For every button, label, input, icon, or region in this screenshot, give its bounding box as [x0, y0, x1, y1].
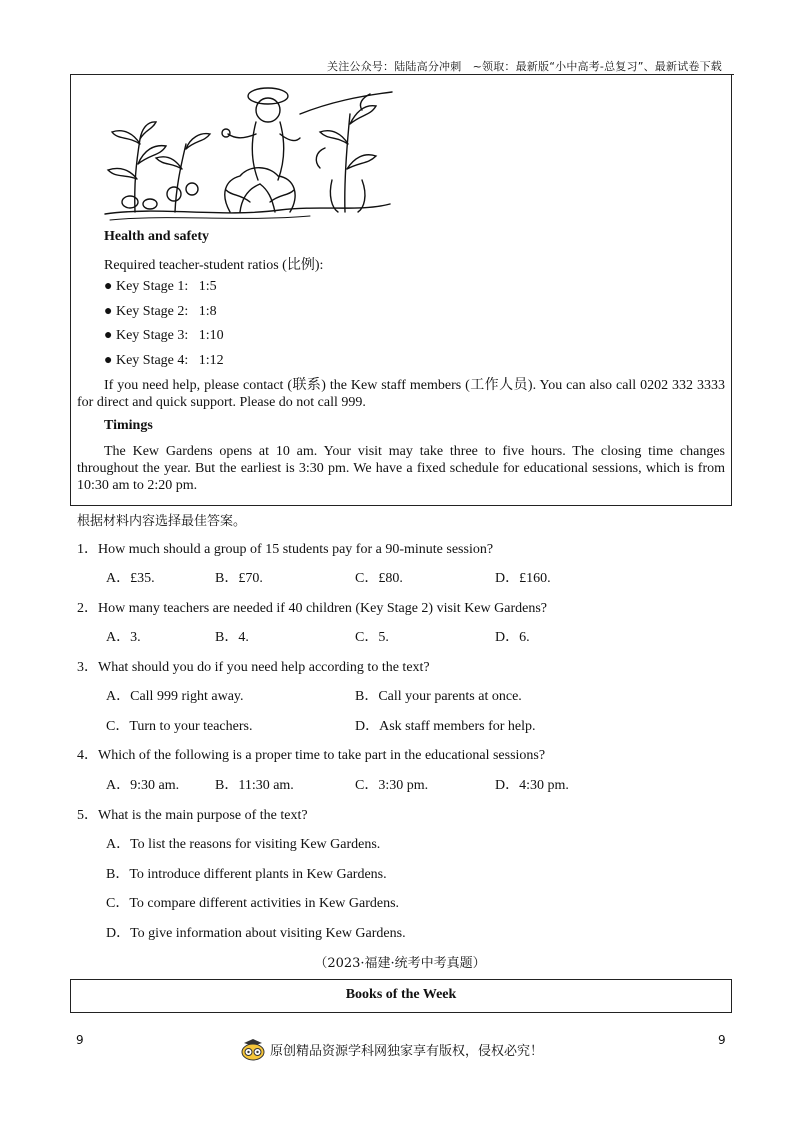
q1-option-b: B．£70. [215, 571, 263, 586]
question-4: 4．Which of the following is a proper time to take part in the educational sessions? [77, 748, 546, 763]
timings-heading: Timings [104, 418, 153, 433]
q2-option-d: D．6. [495, 630, 530, 645]
next-passage-title: Books of the Week [70, 979, 732, 1013]
health-safety-heading: Health and safety [104, 229, 209, 244]
question-1: 1．How much should a group of 15 students pay for a 90-minute session? [77, 542, 494, 557]
q5-option-a: A．To list the reasons for visiting Kew Gardens. [106, 837, 381, 852]
q5-option-d: D．To give information about visiting Kew Gardens. [106, 926, 406, 941]
page-number-left: 9 [76, 1033, 84, 1047]
q4-option-a: A．9:30 am. [106, 778, 180, 793]
page-number-right: 9 [718, 1033, 726, 1047]
ratio-item: ● Key Stage 3: 1:10 [104, 328, 224, 343]
copyright-text: 原创精品资源学科网独家享有版权，侵权必究！ [270, 1043, 544, 1059]
q3-option-d: D．Ask staff members for help. [355, 719, 536, 734]
q4-option-d: D．4:30 pm. [495, 778, 569, 793]
q2-option-a: A．3. [106, 630, 141, 645]
instruction: 根据材料内容选择最佳答案。 [77, 514, 247, 529]
q2-option-b: B．4. [215, 630, 249, 645]
q5-option-c: C．To compare different activities in Kew Gardens. [106, 896, 400, 911]
q4-option-c: C．3:30 pm. [355, 778, 429, 793]
q3-option-b: B．Call your parents at once. [355, 689, 522, 704]
ratio-item: ● Key Stage 2: 1:8 [104, 304, 217, 319]
question-3: 3．What should you do if you need help according to the text? [77, 660, 430, 675]
question-2: 2．How many teachers are needed if 40 children (Key Stage 2) visit Kew Gardens? [77, 601, 547, 616]
owl-logo-icon [240, 1037, 266, 1061]
q4-option-b: B．11:30 am. [215, 778, 294, 793]
source-note: （2023·福建·统考中考真题） [314, 956, 486, 971]
gardening-illustration [100, 84, 395, 224]
question-5: 5．What is the main purpose of the text? [77, 808, 308, 823]
q1-option-a: A．£35. [106, 571, 155, 586]
ratio-item: ● Key Stage 1: 1:5 [104, 279, 217, 294]
ratio-item: ● Key Stage 4: 1:12 [104, 353, 224, 368]
help-paragraph: If you need help, please contact (联系) the Kew staff members (工作人员). You can also call 0202 332 3333 for direct and quick support. Please do not call 999. [77, 378, 725, 410]
q1-option-d: D．£160. [495, 571, 551, 586]
q3-option-c: C．Turn to your teachers. [106, 719, 253, 734]
q1-option-c: C．£80. [355, 571, 403, 586]
timings-paragraph: The Kew Gardens opens at 10 am. Your visit may take three to five hours. The closing time changes throughout the year. But the earliest is 3:30 pm. We have a fixed schedule for educational sessions, which is from 10:30 am to 2:20 pm. [77, 444, 725, 493]
ratio-intro: Required teacher-student ratios (比例): [104, 258, 324, 273]
footer [240, 1037, 543, 1061]
q2-option-c: C．5. [355, 630, 389, 645]
q3-option-a: A．Call 999 right away. [106, 689, 244, 704]
q5-option-b: B．To introduce different plants in Kew Gardens. [106, 867, 387, 882]
header-note: 关注公众号：陆陆高分冲刺 ~领取：最新版“小中高考-总复习”、最新试卷下载 [327, 60, 722, 73]
